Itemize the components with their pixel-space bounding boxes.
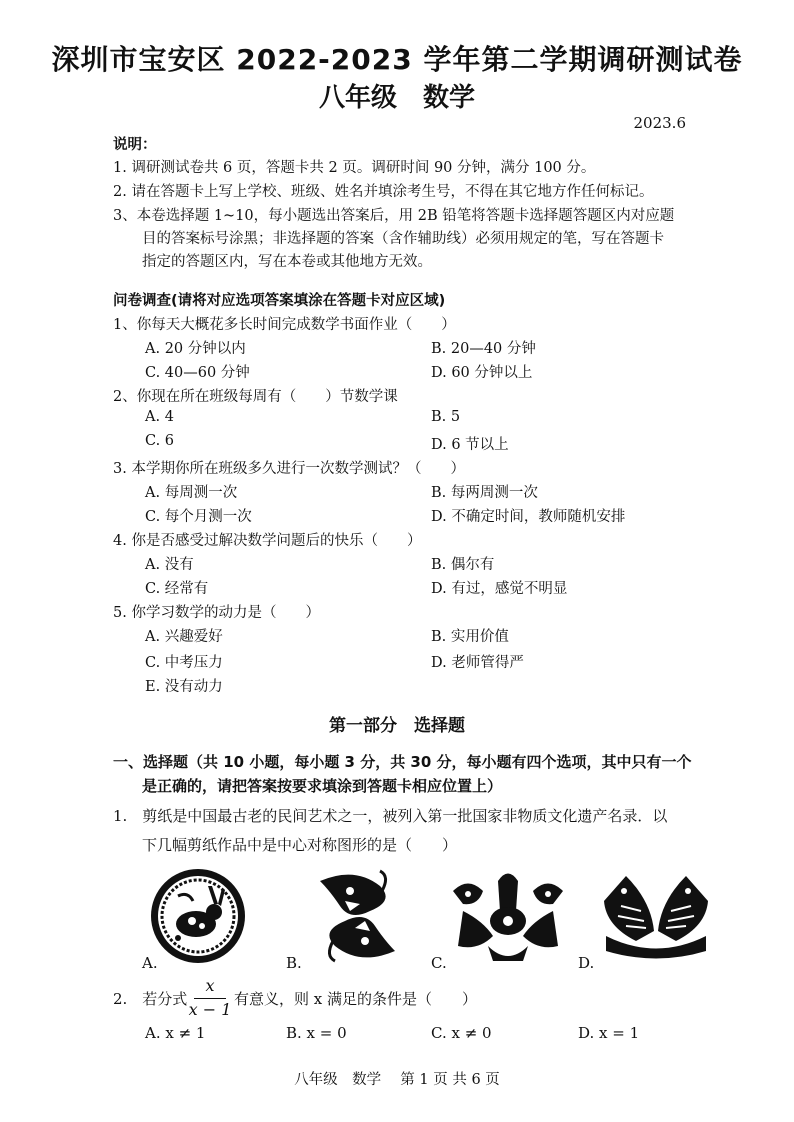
survey-option[interactable]: C. 每个月测一次 xyxy=(145,509,252,525)
papercut-figure-b xyxy=(300,866,420,966)
note-line: 目的答案标号涂黑；非选择题的答案（含作辅助线）必须用规定的笔，写在答题卡 xyxy=(142,231,664,247)
q2-option-d[interactable]: D. x = 1 xyxy=(578,1024,640,1042)
survey-option[interactable]: C. 6 xyxy=(145,433,175,449)
page-subtitle: 八年级 数学 xyxy=(318,83,475,113)
papercut-figure-a xyxy=(148,866,268,966)
survey-question: 4. 你是否感受过解决数学问题后的快乐（ ） xyxy=(113,533,422,549)
note-line: 2. 请在答题卡上写上学校、班级、姓名并填涂考生号，不得在其它地方作任何标记。 xyxy=(113,184,654,200)
q2-option-b[interactable]: B. x = 0 xyxy=(286,1024,347,1042)
survey-option[interactable]: A. 每周测一次 xyxy=(145,485,238,501)
page-footer: 八年级 数学 第 1 页 共 6 页 xyxy=(294,1072,500,1088)
survey-question: 2、你现在所在班级每周有（ ）节数学课 xyxy=(113,389,398,405)
papercut-figure-c xyxy=(448,866,568,966)
survey-option[interactable]: C. 40—60 分钟 xyxy=(145,365,250,381)
instructions-line: 是正确的，请把答案按要求填涂到答题卡相应位置上） xyxy=(142,777,503,795)
survey-question: 5. 你学习数学的动力是（ ） xyxy=(113,605,320,621)
question-2-prefix: 2. 若分式 xyxy=(113,990,188,1008)
papercut-figure-d xyxy=(596,866,716,966)
question-2-suffix: 有意义，则 x 满足的条件是（ ） xyxy=(234,990,477,1008)
q2-option-c[interactable]: C. x ≠ 0 xyxy=(431,1024,492,1042)
survey-option[interactable]: D. 不确定时间，教师随机安排 xyxy=(431,509,626,525)
fraction-denominator: x − 1 xyxy=(188,1000,232,1019)
note-line: 指定的答题区内，写在本卷或其他地方无效。 xyxy=(142,254,432,270)
survey-option[interactable]: B. 每两周测一次 xyxy=(431,485,538,501)
survey-option[interactable]: D. 60 分钟以上 xyxy=(431,365,533,381)
survey-option[interactable]: C. 中考压力 xyxy=(145,655,223,671)
instructions-line: 一、选择题（共 10 小题，每小题 3 分，共 30 分，每小题有四个选项，其中只有一个 xyxy=(113,753,692,771)
survey-option[interactable]: B. 偶尔有 xyxy=(431,557,495,573)
survey-option[interactable]: A. 没有 xyxy=(145,557,194,573)
survey-heading: 问卷调查(请将对应选项答案填涂在答题卡对应区域) xyxy=(113,293,446,309)
q2-option-a[interactable]: A. x ≠ 1 xyxy=(145,1024,206,1042)
fraction-bar xyxy=(194,998,226,999)
option-label-d[interactable]: D. xyxy=(578,954,595,972)
survey-option[interactable]: A. 兴趣爱好 xyxy=(145,629,223,645)
section-heading: 第一部分 选择题 xyxy=(329,716,465,736)
option-label-c[interactable]: C. xyxy=(431,954,447,972)
survey-option[interactable]: B. 5 xyxy=(431,409,461,425)
question-1-text: 1. 剪纸是中国最古老的民间艺术之一，被列入第一批国家非物质文化遗产名录．以 xyxy=(113,807,668,825)
fraction-numerator: x xyxy=(205,976,215,995)
survey-option[interactable]: B. 实用价值 xyxy=(431,629,509,645)
question-1-text: 下几幅剪纸作品中是中心对称图形的是（ ） xyxy=(142,836,458,854)
survey-option[interactable]: D. 6 节以上 xyxy=(431,437,509,453)
survey-question: 1、你每天大概花多长时间完成数学书面作业（ ） xyxy=(113,317,456,333)
option-label-a[interactable]: A. xyxy=(142,954,158,972)
exam-date: 2023.6 xyxy=(633,114,686,132)
note-line: 1. 调研测试卷共 6 页，答题卡共 2 页。调研时间 90 分钟，满分 100 分。 xyxy=(113,160,596,176)
survey-option[interactable]: B. 20—40 分钟 xyxy=(431,341,536,357)
option-label-b[interactable]: B. xyxy=(286,954,302,972)
survey-option[interactable]: D. 有过，感觉不明显 xyxy=(431,581,568,597)
survey-option[interactable]: C. 经常有 xyxy=(145,581,209,597)
survey-option[interactable]: E. 没有动力 xyxy=(145,679,223,695)
note-line: 3、本卷选择题 1~10，每小题选出答案后，用 2B 铅笔将答题卡选择题答题区内对应题 xyxy=(113,208,675,224)
survey-option[interactable]: A. 4 xyxy=(145,409,174,425)
survey-question: 3. 本学期你所在班级多久进行一次数学测试？（ ） xyxy=(113,461,465,477)
notes-heading: 说明： xyxy=(113,137,157,153)
survey-option[interactable]: A. 20 分钟以内 xyxy=(145,341,246,357)
survey-option[interactable]: D. 老师管得严 xyxy=(431,655,524,671)
page-title: 深圳市宝安区 2022-2023 学年第二学期调研测试卷 xyxy=(51,43,743,76)
